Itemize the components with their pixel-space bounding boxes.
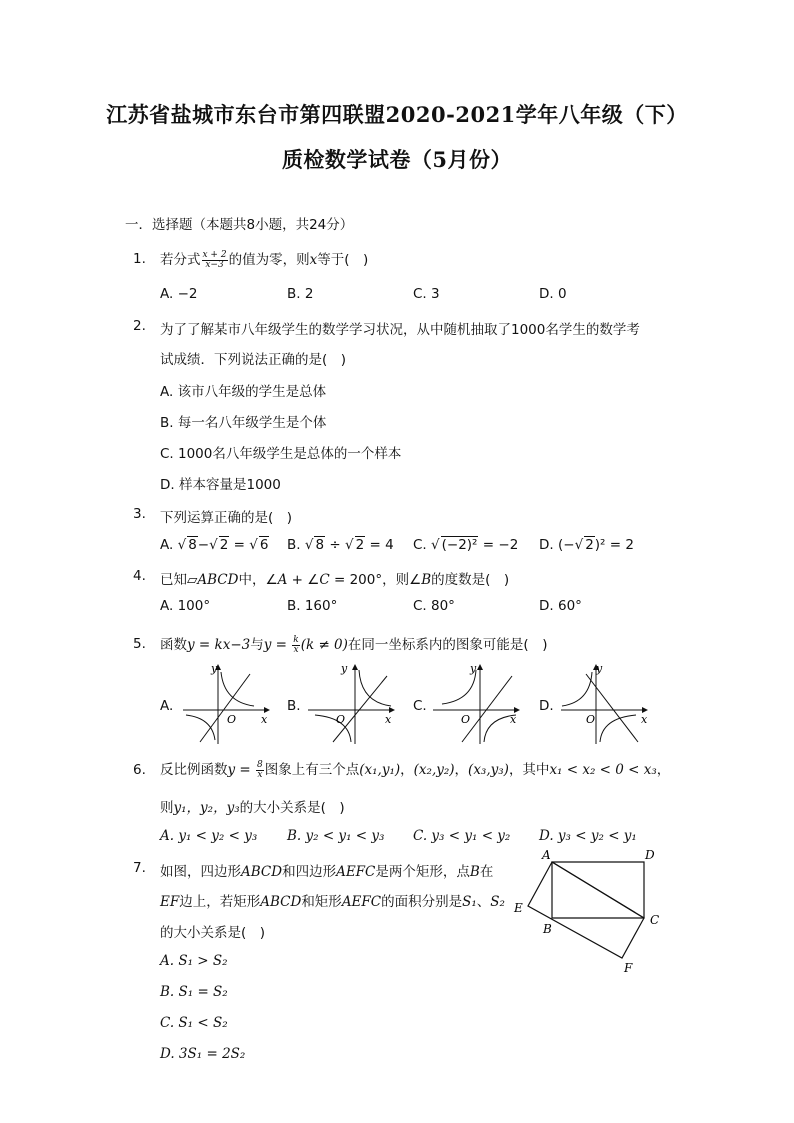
point-a-label: A [542, 848, 551, 862]
axis-x-label: x [261, 713, 268, 726]
q1-option-c[interactable]: C. 3 [413, 286, 440, 302]
axis-x-label: x [510, 713, 517, 726]
q7-stem-line1: 如图，四边形ABCD和四边形AEFC是两个矩形，点B在 [160, 864, 494, 880]
q7-stem-line2: EF边上，若矩形ABCD和矩形AEFC的面积分别是S₁、S₂ [160, 894, 505, 910]
point-b-label: B [543, 922, 552, 936]
axis-y-label: y [596, 662, 603, 675]
q4-option-a[interactable]: A. 100° [160, 598, 211, 614]
q4-option-c[interactable]: C. 80° [413, 598, 455, 614]
q6-option-c[interactable]: C. y₃ < y₁ < y₂ [413, 828, 511, 844]
q5-graph-b[interactable] [303, 660, 401, 746]
axis-x-label: x [385, 713, 392, 726]
q5-option-d-label[interactable]: D. [539, 698, 554, 714]
q2-number: 2. [133, 318, 146, 334]
q5-option-a-label[interactable]: A. [160, 698, 174, 714]
q5-option-c-label[interactable]: C. [413, 698, 427, 714]
q6-stem-line1: 反比例函数y = $\frac{8}{x}$ 图象上有三个点(x₁,y₁)，(x₂,y₂)，(x₃,y₃)，其中x₁ < x₂ < 0 < x₃， [160, 759, 671, 780]
q3-option-d[interactable]: D. (−√ 2)² = 2 [539, 537, 634, 553]
axis-y-label: y [341, 662, 348, 675]
q2-stem-line2: 试成绩．下列说法正确的是( ) [160, 352, 347, 368]
q7-option-d[interactable]: D. 3S₁ = 2S₂ [160, 1046, 246, 1062]
q7-rectangle-figure [508, 846, 668, 978]
q3-number: 3. [133, 506, 146, 522]
q2-option-d[interactable]: D. 样本容量是1000 [160, 477, 281, 493]
q5-graph-a[interactable] [178, 660, 276, 746]
q6-option-d[interactable]: D. y₃ < y₂ < y₁ [539, 828, 637, 844]
q5-graph-c[interactable] [428, 660, 526, 746]
q2-option-a[interactable]: A. 该市八年级的学生是总体 [160, 384, 327, 400]
title-line-1: 江苏省盐城市东台市第四联盟2020-2021学年八年级（下） [106, 102, 688, 127]
q6-option-a[interactable]: A. y₁ < y₂ < y₃ [160, 828, 258, 844]
axis-y-label: y [211, 662, 218, 675]
q4-option-b[interactable]: B. 160° [287, 598, 338, 614]
origin-label: O [227, 713, 237, 726]
origin-label: O [461, 713, 471, 726]
q6-stem-line2: 则y₁，y₂，y₃的大小关系是( ) [160, 800, 345, 816]
q1-option-a[interactable]: A. −2 [160, 286, 198, 302]
q2-option-b[interactable]: B. 每一名八年级学生是个体 [160, 415, 327, 431]
q1-fraction: $\frac{x + 2}{x-3}$ [202, 249, 227, 270]
q1-number: 1. [133, 251, 146, 267]
q2-stem-line1: 为了了解某市八年级学生的数学学习状况，从中随机抽取了1000名学生的数学考 [160, 322, 640, 338]
point-f-label: F [624, 961, 633, 975]
origin-label: O [336, 713, 346, 726]
origin-label: O [586, 713, 596, 726]
q7-stem-line3: 的大小关系是( ) [160, 925, 266, 941]
q7-option-b[interactable]: B. S₁ = S₂ [160, 984, 228, 1000]
q3-stem: 下列运算正确的是( ) [160, 510, 293, 526]
q7-option-c[interactable]: C. S₁ < S₂ [160, 1015, 228, 1031]
q1-option-b[interactable]: B. 2 [287, 286, 314, 302]
q3-option-b[interactable]: B. √ 8 ÷ √ 2 = 4 [287, 537, 394, 553]
q6-option-b[interactable]: B. y₂ < y₁ < y₃ [287, 828, 385, 844]
q3-option-a[interactable]: A. √ 8−√ 2 = √ 6 [160, 537, 269, 553]
q1-stem: 若分式 $\frac{x + 2}{x-3}$ 的值为零，则x等于( ) [160, 249, 369, 270]
q1-option-d[interactable]: D. 0 [539, 286, 567, 302]
q5-option-b-label[interactable]: B. [287, 698, 301, 714]
q7-number: 7. [133, 860, 146, 876]
point-c-label: C [650, 913, 660, 927]
q6-number: 6. [133, 762, 146, 778]
title-line-2: 质检数学试卷（5月份） [281, 147, 513, 172]
q4-number: 4. [133, 568, 146, 584]
point-d-label: D [645, 848, 655, 862]
q3-option-c[interactable]: C. √ (−2)² = −2 [413, 537, 519, 553]
q4-stem: 已知▱ABCD中，∠A + ∠C = 200°，则∠B的度数是( ) [160, 572, 510, 588]
axis-x-label: x [641, 713, 648, 726]
section-heading: 一．选择题（本题共8小题，共24分） [125, 217, 354, 233]
q5-graph-d[interactable] [556, 660, 654, 746]
q2-option-c[interactable]: C. 1000名八年级学生是总体的一个样本 [160, 446, 402, 462]
q7-option-a[interactable]: A. S₁ > S₂ [160, 953, 228, 969]
axis-y-label: y [470, 662, 477, 675]
point-e-label: E [514, 901, 523, 915]
q5-number: 5. [133, 636, 146, 652]
q4-option-d[interactable]: D. 60° [539, 598, 582, 614]
q5-stem: 函数y = kx−3与y = $\frac{k}{x}$ (k ≠ 0)在同一坐标系内的图象可能是( ) [160, 634, 548, 655]
